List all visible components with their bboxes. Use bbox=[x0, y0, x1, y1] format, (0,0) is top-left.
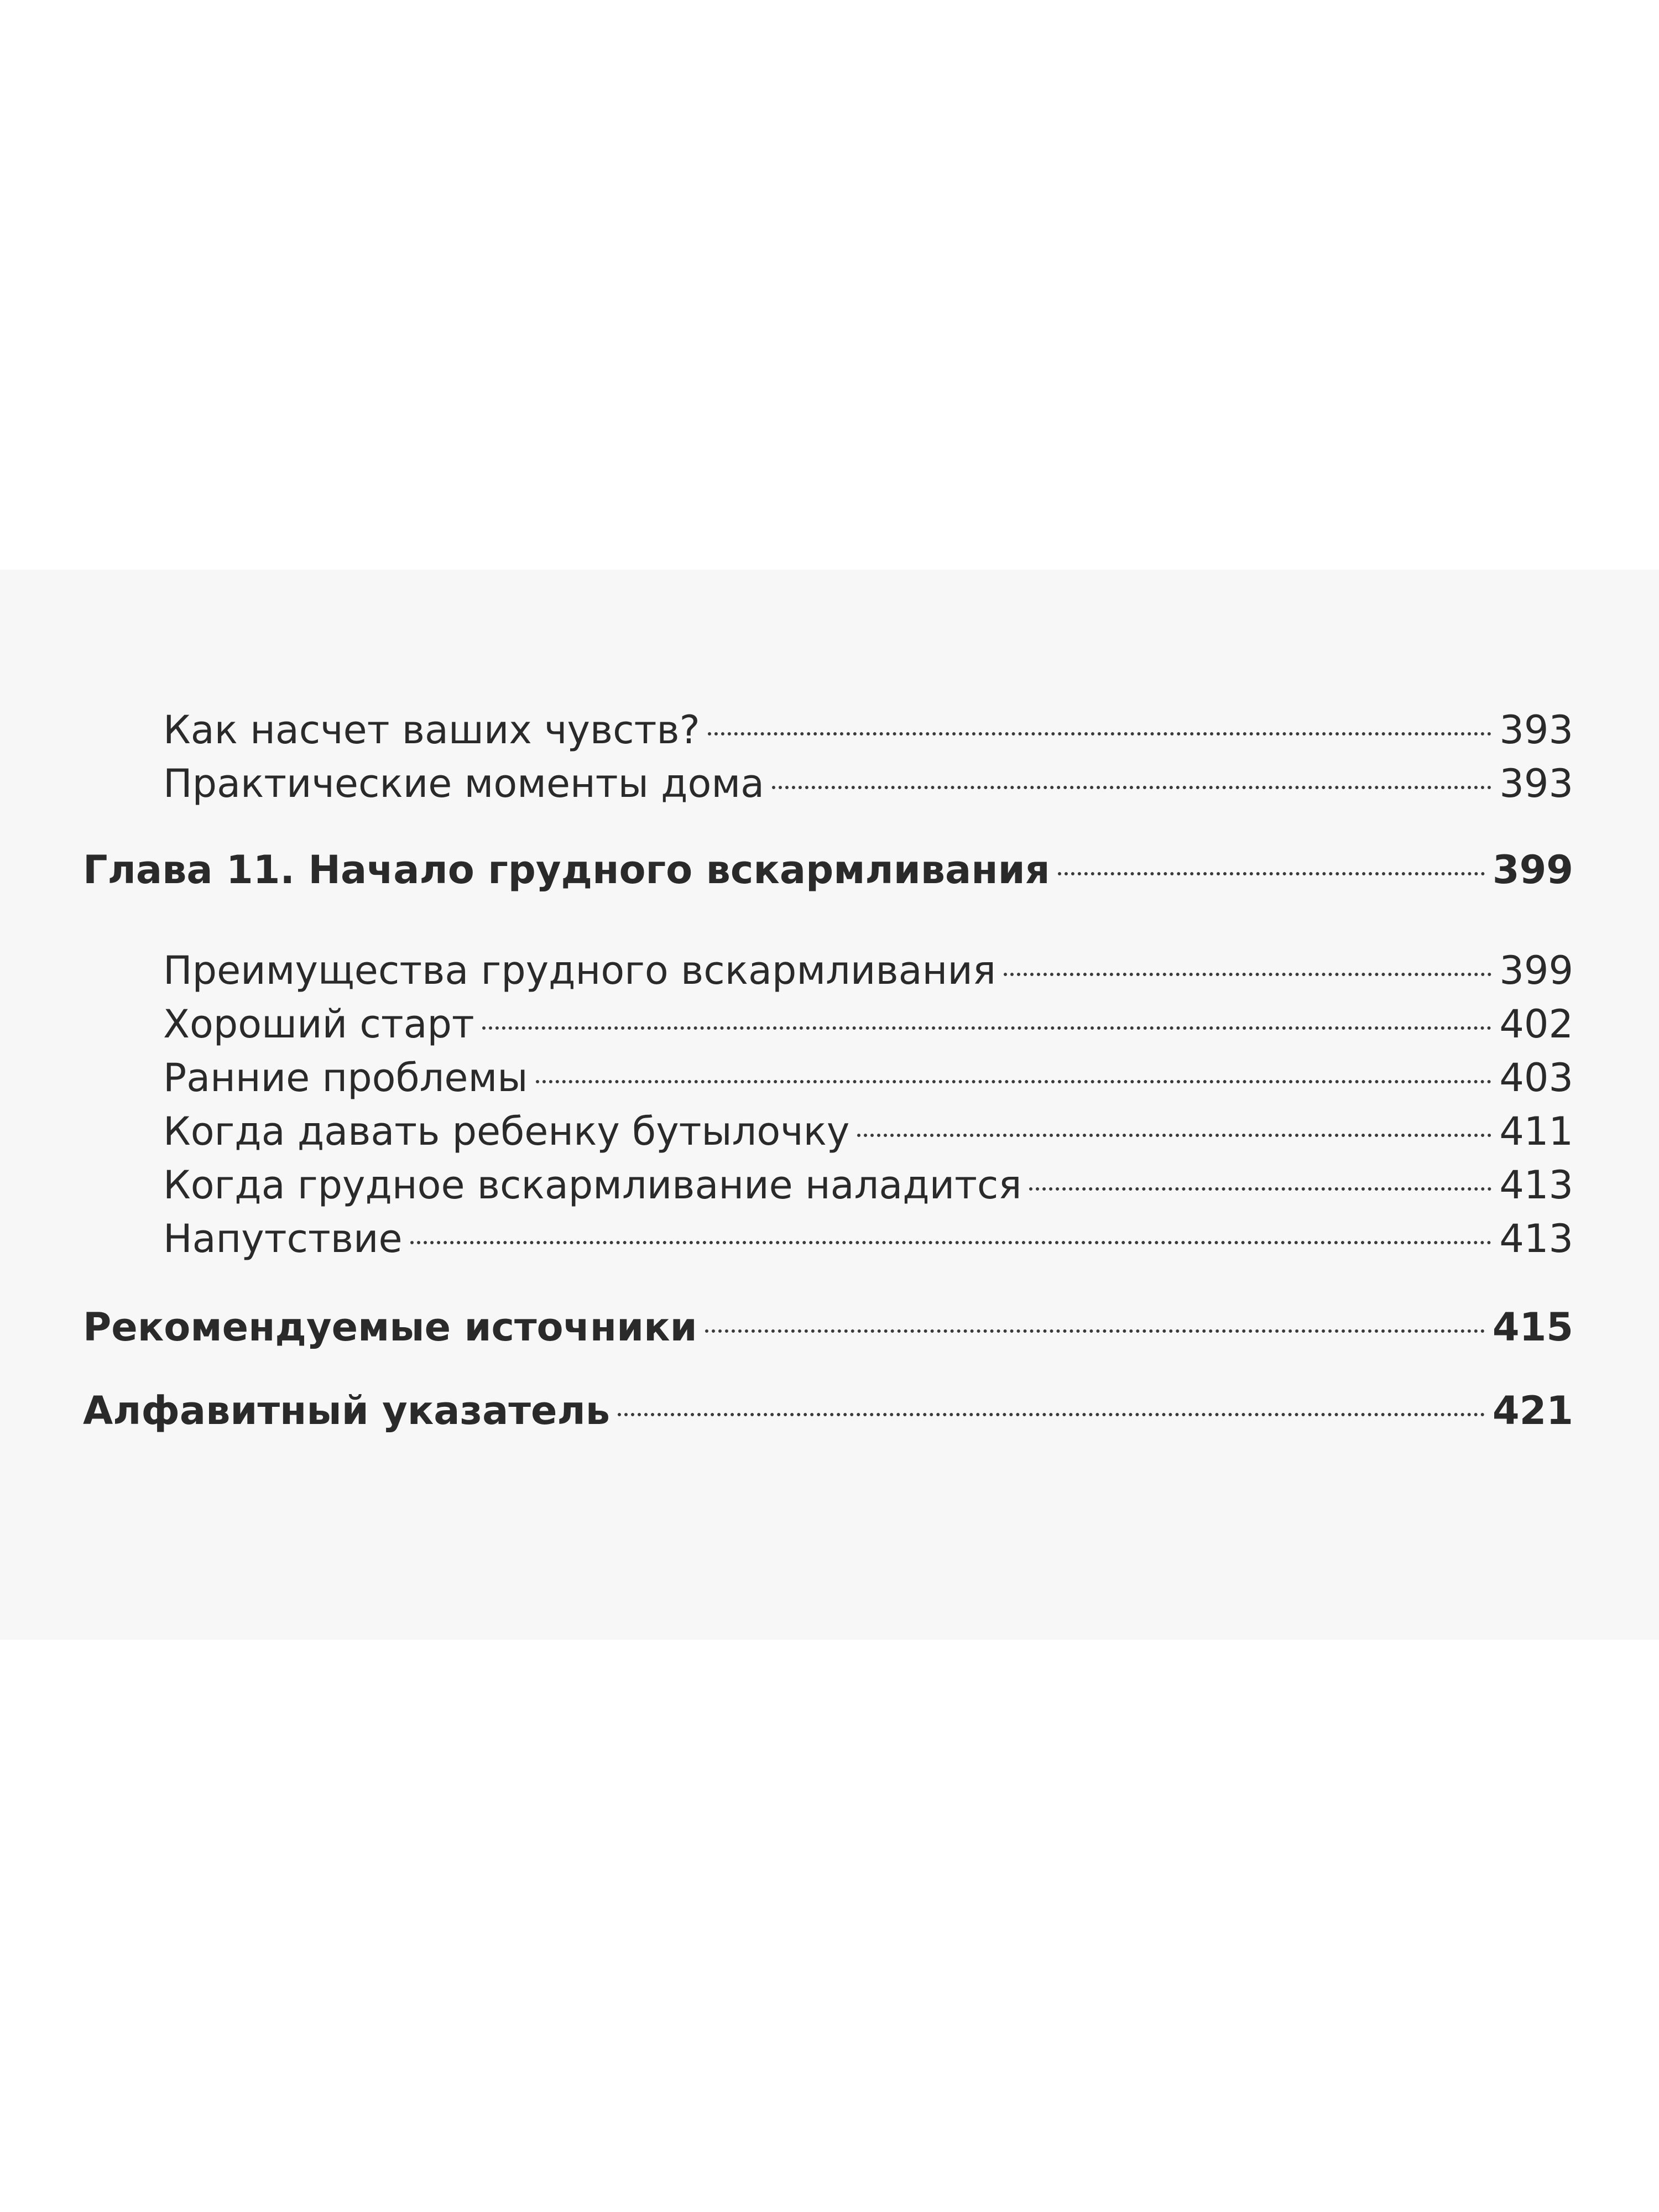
toc-entry-title: Как насчет ваших чувств? bbox=[163, 707, 700, 753]
toc-entry-page: 413 bbox=[1499, 1216, 1573, 1261]
toc-entry bbox=[163, 753, 1573, 814]
toc-chapter-entry bbox=[83, 839, 1573, 900]
toc-entry-title: Алфавитный указатель bbox=[83, 1388, 610, 1433]
toc-entry-title: Рекомендуемые источники bbox=[83, 1305, 697, 1350]
toc-section-entry bbox=[83, 1297, 1573, 1358]
toc-entry bbox=[163, 1047, 1573, 1108]
toc-entry-page: 393 bbox=[1499, 761, 1573, 806]
dot-leader bbox=[1029, 1187, 1491, 1191]
toc-entry bbox=[163, 1155, 1573, 1215]
toc-entry-page: 415 bbox=[1492, 1305, 1573, 1350]
toc-section-entry bbox=[83, 1380, 1573, 1441]
toc-entry-page: 399 bbox=[1499, 948, 1573, 993]
toc-entry-page: 399 bbox=[1492, 847, 1573, 893]
toc-entry-page: 411 bbox=[1499, 1109, 1573, 1154]
toc-entry bbox=[163, 1208, 1573, 1269]
toc-entry bbox=[163, 940, 1573, 1001]
toc-entry-page: 403 bbox=[1499, 1055, 1573, 1100]
toc-entry-page: 413 bbox=[1499, 1162, 1573, 1208]
toc-entry-title: Когда давать ребенку бутылочку bbox=[163, 1109, 850, 1154]
toc-entry-page: 393 bbox=[1499, 707, 1573, 753]
toc-entry-title: Ранние проблемы bbox=[163, 1055, 528, 1100]
toc-entry-title: Практические моменты дома bbox=[163, 761, 765, 806]
toc-entry-title: Напутствие bbox=[163, 1216, 403, 1261]
toc-entry-title: Глава 11. Начало грудного вскармливания bbox=[83, 847, 1050, 893]
dot-leader bbox=[705, 1329, 1485, 1333]
toc-entry bbox=[163, 994, 1573, 1055]
toc-entry-page: 402 bbox=[1499, 1001, 1573, 1047]
dot-leader bbox=[410, 1241, 1492, 1244]
dot-leader bbox=[708, 732, 1492, 735]
toc-entry bbox=[163, 1101, 1573, 1162]
toc-entry-title: Преимущества грудного вскармливания bbox=[163, 948, 996, 993]
toc-entry-title: Когда грудное вскармливание наладится bbox=[163, 1162, 1022, 1208]
dot-leader bbox=[857, 1134, 1491, 1137]
dot-leader bbox=[1058, 872, 1485, 875]
toc-entry bbox=[163, 700, 1573, 760]
toc-entry-page: 421 bbox=[1492, 1388, 1573, 1433]
dot-leader bbox=[618, 1413, 1485, 1416]
dot-leader bbox=[772, 786, 1491, 789]
toc-entry-title: Хороший старт bbox=[163, 1001, 474, 1047]
dot-leader bbox=[1004, 973, 1491, 976]
dot-leader bbox=[482, 1026, 1492, 1030]
dot-leader bbox=[536, 1080, 1492, 1083]
